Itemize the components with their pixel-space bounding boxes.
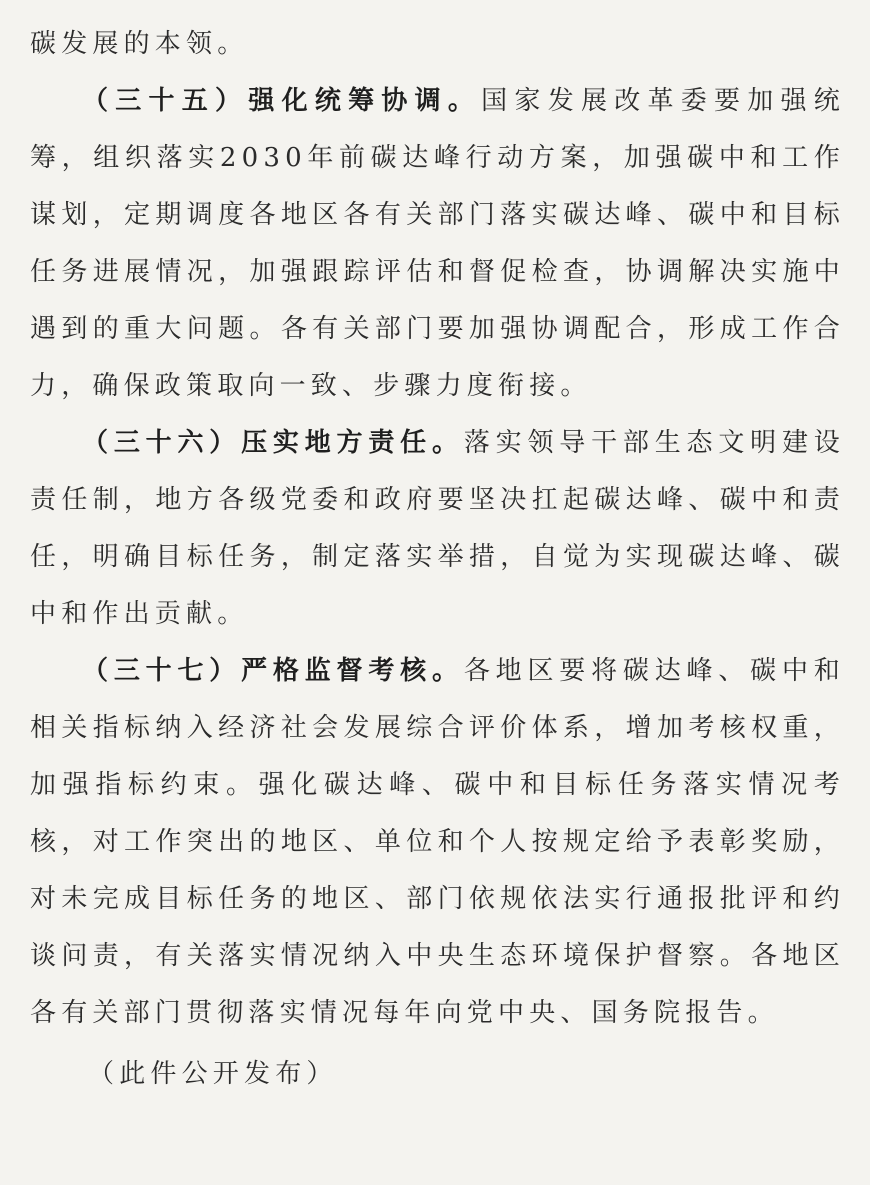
paragraph-35 [30,73,845,415]
section-heading-35: （三十五）强化统筹协调。 [82,86,482,116]
publication-note: （此件公开发布） [88,1059,338,1089]
paragraph-continuation [30,16,845,73]
section-heading-36: （三十六）压实地方责任。 [82,428,464,458]
section-heading-37: （三十七）严格监督考核。 [82,656,464,686]
paragraph-36 [30,415,845,643]
paragraph-text: 落实领导干部生态文明建设责任制，地方各级党委和政府要坚决扛起碳达峰、碳中和责任，明确目标任务，制定落实举措，自觉为实现碳达峰、碳中和作出贡献。 [30,428,845,629]
document-body [30,16,845,1042]
paragraph-text: 各地区要将碳达峰、碳中和相关指标纳入经济社会发展综合评价体系，增加考核权重，加强指标约束。强化碳达峰、碳中和目标任务落实情况考核，对工作突出的地区、单位和个人按规定给予表彰奖励，对未完成目标任务的地区、部门依规依法实行通报批评和约谈问责，有关落实情况纳入中央生态环境保护督察。各地区各有关部门贯彻落实情况每年向党中央、国务院报告。 [30,656,845,1028]
paragraph-text: 国家发展改革委要加强统筹，组织落实2030年前碳达峰行动方案，加强碳中和工作谋划，定期调度各地区各有关部门落实碳达峰、碳中和目标任务进展情况，加强跟踪评估和督促检查，协调解决实施中遇到的重大问题。各有关部门要加强协调配合，形成工作合力，确保政策取向一致、步骤力度衔接。 [30,86,846,401]
paragraph-text: 碳发展的本领。 [30,29,249,59]
paragraph-37 [30,643,845,1042]
